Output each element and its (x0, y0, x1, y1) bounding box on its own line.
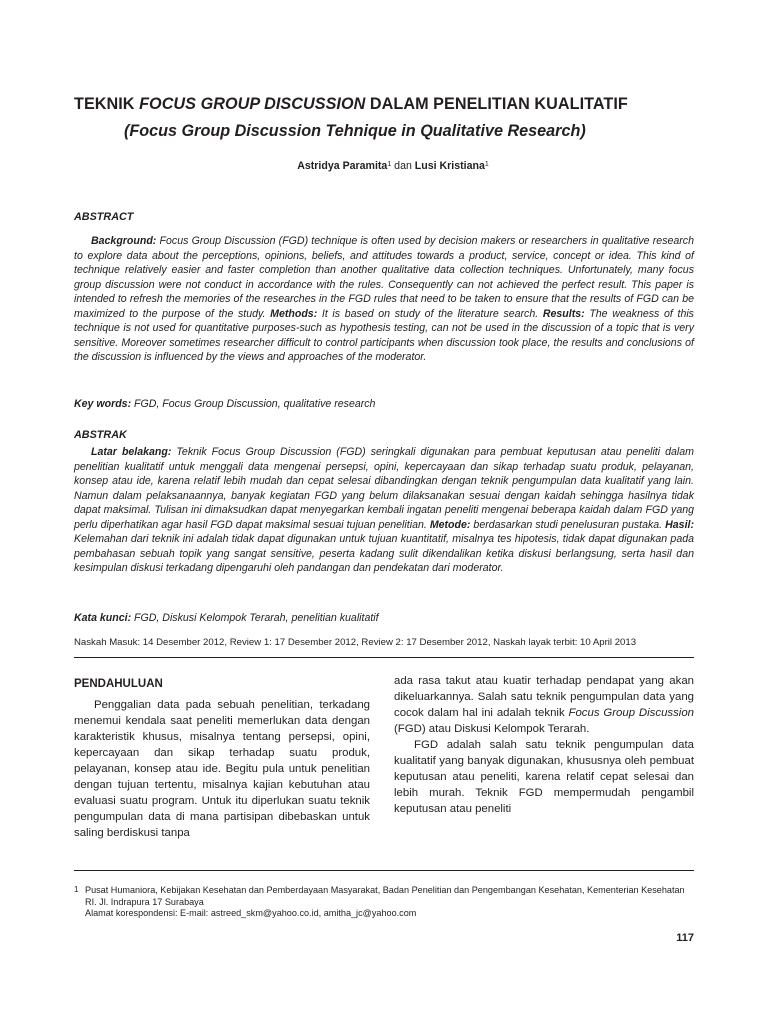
abstrak-heading: ABSTRAK (74, 429, 127, 441)
body-paragraph: Penggalian data pada sebuah penelitian, terkadang menemui kendala saat peneliti memerlukan data dengan karakteristik khusus, misalnya tentang persepsi, opini, kepercayaan dan sikap terhadap suatu produk, pelayanan, konsep atau ide. Begitu pula untuk penelitian dengan tujuan tertentu, misalnya kajian kebutuhan atau evaluasi suatu program. Untuk itu diperlukan suatu teknik pengumpulan data di mana partisipan dibebaskan untuk saling berdiskusi tanpa (74, 699, 370, 839)
footnote (74, 885, 694, 920)
abstract-english: Background: Focus Group Discussion (FGD) technique is often used by decision makers or researchers in qualitative research to explore data about the perceptions, opinions, beliefs, and attitudes towards a product, service, concept or idea. This kind of technique relatively easier and faster completion than another qualitative data collection techniques. Unfortunately, many focus group discussion were not conduct in accordance with the rules. Consequently can not achieved the perfect result. This paper is intended to refresh the memories of the researches in the FGD rules that need to be taken to ensure that the results of FGD can be maximized to the purpose of the study. Methods: It is based on study of the literature search. Results: The weakness of this technique is not used for quantitative purposes-such as hypothesis testing, can not be used in the discussion of a topic that is very sensitive. Moreover sometimes researcher difficult to control participants when discussion took place, the results and conclusions of the discussion is influenced by the views and approaches of the moderator. (74, 235, 694, 363)
divider-footnote (74, 870, 694, 871)
divider-top (74, 657, 694, 658)
body-paragraph: FGD adalah salah satu teknik pengumpulan data kualitatif yang banyak digunakan, khususnya oleh pembuat keputusan atau peneliti, karena relatif cepat selesai dan lebih murah. Teknik FGD mempermudah pengambil keputusan atau peneliti (394, 739, 694, 815)
footnote-affiliation: Pusat Humaniora, Kebijakan Kesehatan dan Pemberdayaan Masyarakat, Badan Penelitian dan Pengembangan Kesehatan, Kementerian Kesehatan RI. Jl. Indrapura 17 Surabaya (85, 885, 685, 907)
author-2: Lusi Kristiana (414, 160, 485, 172)
author-line: Astridya Paramita$^1$ dan Lusi Kristiana$^1$ (297, 160, 489, 172)
abstract-heading: ABSTRACT (74, 211, 134, 223)
footnote-number: 1 (74, 885, 79, 894)
abstract-indonesian: Latar belakang: Teknik Focus Group Discussion (FGD) seringkali digunakan para pembuat keputusan atau peneliti dalam penelitian kualitatif untuk menggali data mengenai persepsi, opini, kepercayaan dan sikap terhadap suatu produk, pelayanan, konsep atau ide, karena relatif lebih mudah dan cepat selesai dibandingkan dengan teknik pengumpulan data kualitatif yang lain. Namun dalam pelaksanaannya, banyak kegiatan FGD yang belum dilaksanakan sesuai dengan kaidah sehingga hasilnya tidak dapat maksimal. Tulisan ini dimaksudkan dapat menyegarkan kembali ingatan peneliti mengenai beberapa kaidah dalam FGD yang perlu diperhatikan agar hasil FGD dapat maksimal sesuai tujuan penelitian. Metode: berdasarkan studi penelusuran pustaka. Hasil: Kelemahan dari teknik ini adalah tidak dapat digunakan untuk tujuan kuantitatif, misalnya tes hipotesis, tidak dapat digunakan pada pembahasan sebuah topik yang sangat sensitive, peserta kadang sulit dikendalikan ketika diskusi berlangsung, serta hasil dan kesimpulan diskusi terkadang dipengaruhi oleh pandangan dan pendekatan dari moderator. (74, 446, 694, 574)
body-paragraph: ada rasa takut atau kuatir terhadap pendapat yang akan dikeluarkannya. Salah satu teknik pengumpulan data yang cocok dalam hal ini adalah teknik Focus Group Discussion (FGD) atau Diskusi Kelompok Terarah. (394, 675, 694, 735)
submission-dates: Naskah Masuk: 14 Desember 2012, Review 1: 17 Desember 2012, Review 2: 17 Desember 2012, Naskah layak terbit: 10 April 2013 (74, 637, 637, 648)
author-1: Astridya Paramita (297, 160, 388, 172)
page-number: 117 (676, 932, 694, 944)
body-column-right (394, 673, 694, 817)
paper-title-italic: FOCUS GROUP DISCUSSION (139, 95, 366, 113)
body-column-left (74, 697, 370, 841)
paper-title: TEKNIK FOCUS GROUP DISCUSSION DALAM PENELITIAN KUALITATIF (74, 95, 628, 113)
footnote-correspondence: Alamat korespondensi: E-mail: astreed_skm@yahoo.co.id, amitha_jc@yahoo.com (85, 908, 417, 918)
paper-subtitle: (Focus Group Discussion Tehnique in Qualitative Research) (124, 122, 586, 140)
section-heading-pendahuluan: PENDAHULUAN (74, 678, 163, 690)
keywords-english: Key words: FGD, Focus Group Discussion, qualitative research (74, 398, 376, 410)
keywords-indonesian: Kata kunci: FGD, Diskusi Kelompok Terarah, penelitian kualitatif (74, 612, 379, 624)
